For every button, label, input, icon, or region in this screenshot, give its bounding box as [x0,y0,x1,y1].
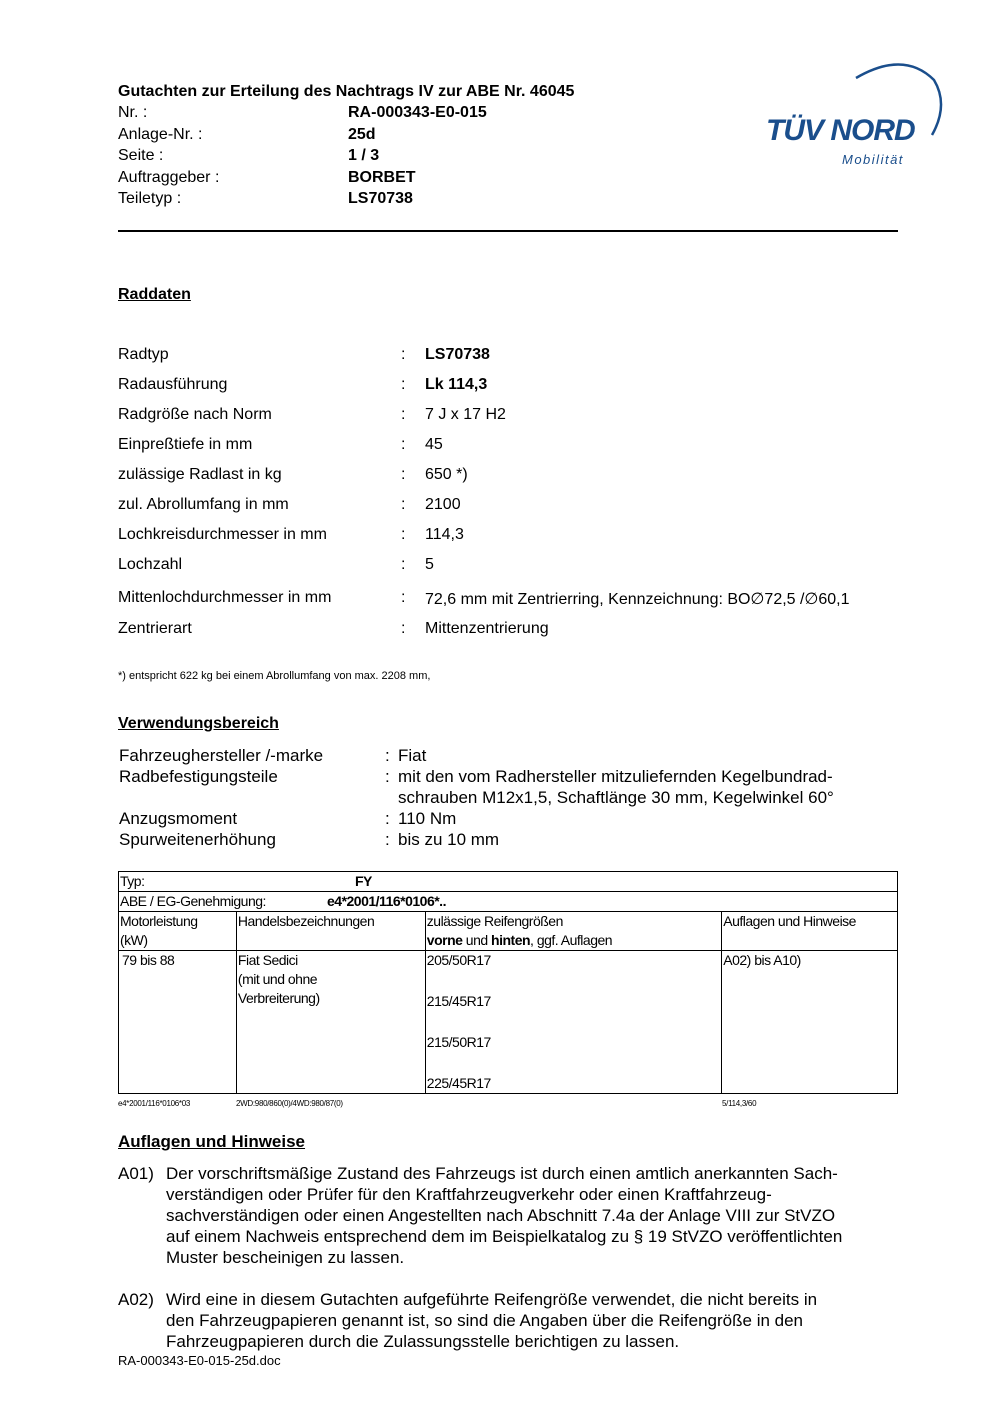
raddaten-value: 72,6 mm mit Zentrierring, Kennzeichnung: BO∅72,5 /∅60,1 [425,591,850,608]
header-value-teiletyp: LS70738 [348,190,413,207]
raddaten-sep: : [401,376,406,393]
auflage-line: verständigen oder Prüfer für den Kraftfahrzeugverkehr oder einen Kraftfahrzeug- [166,1185,772,1204]
verwendung-value: Fiat [398,746,427,765]
raddaten-label: Radausführung [118,376,228,393]
header-label: Auftraggeber : [118,169,220,186]
table-header-row [119,912,898,951]
auflage-text [166,1163,906,1268]
header-label: Nr. : [118,104,148,121]
raddaten-sep: : [401,346,406,363]
trade-name-note: Verbreiterung) [237,990,320,1006]
vorne-text: vorne [426,932,463,948]
auflage-number: A02) [118,1290,154,1309]
header-row-nr [118,102,147,123]
raddaten-label: Mittenlochdurchmesser in mm [118,589,332,606]
raddaten-value: 2100 [425,496,461,513]
document-title: Gutachten zur Erteilung des Nachtrags IV zur ABE Nr. 46045 [118,83,575,100]
header-row-seite [118,145,163,166]
table-row-typ [119,872,898,892]
auflage-line: sachverständigen oder einen Angestellten nach Abschnitt 7.4a der Anlage VIII zur StVZO [166,1206,836,1225]
section-heading-raddaten: Raddaten [118,286,191,303]
raddaten-sep: : [401,466,406,483]
col-header-reifengroessen: zulässige Reifengrößen [426,913,563,929]
auflage-line: Fahrzeugpapieren durch die Zulassungsstelle berichtigen zu lassen. [166,1332,680,1351]
footer-filename: RA-000343-E0-015-25d.doc [118,1353,281,1368]
header-value-auftraggeber: BORBET [348,169,416,186]
verwendung-sep: : [385,746,390,765]
header-value-nr: RA-000343-E0-015 [348,104,487,121]
typ-label: Typ: [120,873,145,889]
verwendung-label: Fahrzeughersteller /-marke [119,746,324,765]
und-text: und [462,932,492,948]
raddaten-value: Mittenzentrierung [425,620,549,637]
raddaten-value: Lk 114,3 [425,376,488,393]
raddaten-label: Einpreßtiefe in mm [118,436,253,453]
auflagen-suffix: , ggf. Auflagen [530,932,613,948]
verwendung-sep: : [385,830,390,849]
raddaten-label: Radgröße nach Norm [118,406,272,423]
raddaten-value: 114,3 [425,526,464,543]
raddaten-sep: : [401,436,406,453]
verwendung-value: schrauben M12x1,5, Schaftlänge 30 mm, Kegelwinkel 60° [398,788,834,807]
raddaten-value: LS70738 [425,346,490,363]
raddaten-label: Lochzahl [118,556,183,573]
auflage-line: Muster bescheinigen zu lassen. [166,1248,405,1267]
col-header-reifengroessen-sub [427,931,720,950]
tyre-size: 215/50R17 [426,1034,491,1050]
raddaten-label: Zentrierart [118,620,192,637]
table-code-bolt: 5/114,3/60 [722,1099,757,1108]
verwendung-sep: : [385,809,390,828]
raddaten-sep: : [401,526,406,543]
hinten-text: hinten [491,932,531,948]
header-divider [118,230,898,232]
table-code-ec: e4*2001/116*0106*03 [118,1099,191,1108]
raddaten-sep: : [401,496,406,513]
raddaten-sep: : [401,620,406,637]
raddaten-sep: : [401,589,406,606]
verwendung-value: bis zu 10 mm [398,830,500,849]
typ-value: FY [355,873,372,889]
verwendung-value: mit den vom Radhersteller mitzuliefernden Kegelbundrad- [398,767,833,786]
col-header-handelsbezeichnungen: Handelsbezeichnungen [237,913,375,929]
raddaten-value: 5 [425,556,434,573]
auflage-line: den Fahrzeugpapieren genannt ist, so sind die Angaben über die Reifengröße in den [166,1311,804,1330]
raddaten-value: 7 J x 17 H2 [425,406,506,423]
col-header-motorleistung-unit: (kW) [120,932,148,948]
header-value-anlage: 25d [348,126,376,143]
tuev-nord-logo [764,60,944,170]
raddaten-label: zul. Abrollumfang in mm [118,496,289,513]
header-label: Teiletyp : [118,190,182,207]
verwendung-label: Anzugsmoment [119,809,238,828]
auflage-line: Der vorschriftsmäßige Zustand des Fahrzeugs ist durch einen amtlich anerkannten Sach- [166,1164,838,1183]
trade-name-note: (mit und ohne [237,971,318,987]
header-value-seite: 1 / 3 [348,147,380,164]
power-range: 79 bis 88 [122,952,175,968]
auflage-text [166,1289,906,1352]
header-label: Seite : [118,147,164,164]
auflage-number: A01) [118,1164,154,1183]
header-row-auftraggeber [118,167,219,188]
verwendung-label: Radbefestigungsteile [119,767,278,786]
table-row [119,951,898,1094]
abe-label: ABE / EG-Genehmigung: [120,893,266,909]
trade-name: Fiat Sedici [237,952,298,968]
tyre-size: 215/45R17 [426,993,491,1009]
verwendung-label: Spurweitenerhöhung [119,830,276,849]
logo-arc-icon [764,60,944,170]
raddaten-value: 45 [425,436,443,453]
raddaten-sep: : [401,556,406,573]
verwendung-value: 110 Nm [398,809,457,828]
col-header-motorleistung: Motorleistung [120,913,198,929]
raddaten-label: Lochkreisdurchmesser in mm [118,526,327,543]
vehicle-table [118,871,898,1094]
auflage-line: Wird eine in diesem Gutachten aufgeführte Reifengröße verwendet, die nicht bereits in [166,1290,818,1309]
table-row-abe [119,892,898,912]
section-heading-auflagen: Auflagen und Hinweise [118,1132,306,1151]
verwendung-sep: : [385,767,390,786]
raddaten-label: Radtyp [118,346,169,363]
header-label: Anlage-Nr. : [118,126,203,143]
logo-brand-text: TÜV NORD [766,114,915,147]
raddaten-footnote: *) entspricht 622 kg bei einem Abrollumfang von max. 2208 mm, [118,670,431,682]
tyre-size: 225/45R17 [426,1075,491,1091]
abe-value: e4*2001/116*0106*.. [327,893,446,909]
logo-sub-text: Mobilität [842,152,904,167]
header-row-anlage [118,124,202,145]
auflagen-ref: A02) bis A10) [723,952,801,968]
header-row-teiletyp [118,188,181,209]
raddaten-label: zulässige Radlast in kg [118,466,282,483]
auflage-line: auf einem Nachweis entsprechend dem im Beispielkatalog zu § 19 StVZO veröffentlichten [166,1227,843,1246]
raddaten-sep: : [401,406,406,423]
col-header-auflagen: Auflagen und Hinweise [723,913,856,929]
tyre-size: 205/50R17 [426,952,491,968]
section-heading-verwendungsbereich: Verwendungsbereich [118,715,279,732]
raddaten-value: 650 *) [425,466,468,483]
table-code-weights: 2WD:980/860(0)/4WD:980/87(0) [236,1099,343,1108]
